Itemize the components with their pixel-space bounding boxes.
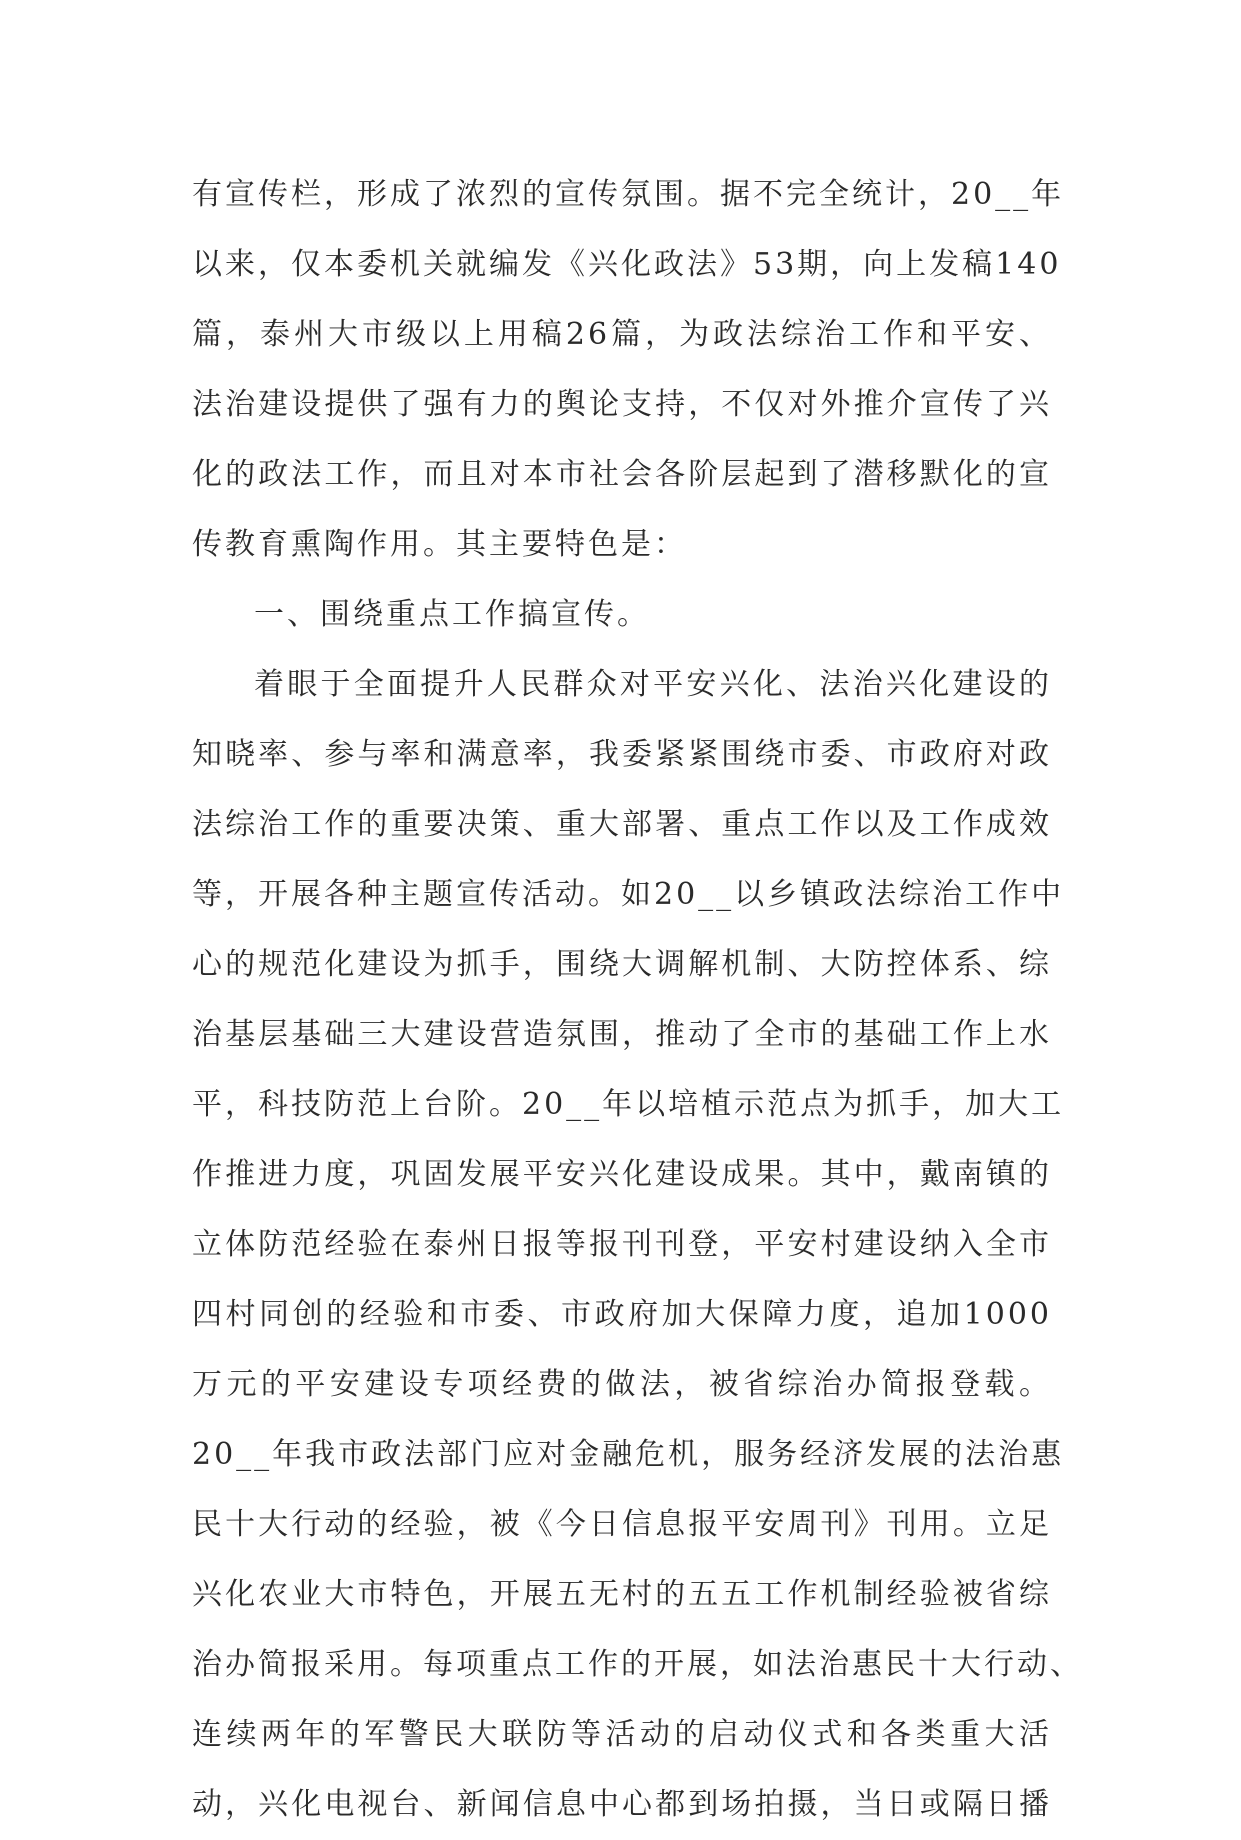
text-line: 民十大行动的经验，被《今日信息报平安周刊》刊用。立足 xyxy=(192,1507,1052,1542)
text-line: 等，开展各种主题宣传活动。如20__以乡镇政法综治工作中 xyxy=(192,877,1065,912)
text-line: 篇，泰州大市级以上用稿26篇，为政法综治工作和平安、 xyxy=(192,317,1052,352)
text-line: 传教育熏陶作用。其主要特色是： xyxy=(192,527,687,562)
text-line: 法治建设提供了强有力的舆论支持，不仅对外推介宣传了兴 xyxy=(192,387,1052,422)
text-line: 立体防范经验在泰州日报等报刊刊登，平安村建设纳入全市 xyxy=(192,1227,1052,1262)
text-line: 动，兴化电视台、新闻信息中心都到场拍摄，当日或隔日播 xyxy=(192,1787,1052,1822)
text-line: 治基层基础三大建设营造氛围，推动了全市的基础工作上水 xyxy=(192,1017,1052,1052)
text-line: 作推进力度，巩固发展平安兴化建设成果。其中，戴南镇的 xyxy=(192,1157,1052,1192)
paragraph-first-line: 着眼于全面提升人民群众对平安兴化、法治兴化建设的 xyxy=(254,667,1052,702)
text-line: 20__年我市政法部门应对金融危机，服务经济发展的法治惠 xyxy=(192,1437,1065,1472)
text-line: 治办简报采用。每项重点工作的开展，如法治惠民十大行动、 xyxy=(192,1647,1083,1682)
section-heading: 一、围绕重点工作搞宣传。 xyxy=(254,597,650,632)
text-line: 法综治工作的重要决策、重大部署、重点工作以及工作成效 xyxy=(192,807,1052,842)
text-line: 兴化农业大市特色，开展五无村的五五工作机制经验被省综 xyxy=(192,1577,1052,1612)
text-line: 有宣传栏，形成了浓烈的宣传氛围。据不完全统计，20__年 xyxy=(192,177,1065,212)
text-line: 四村同创的经验和市委、市政府加大保障力度，追加1000 xyxy=(192,1297,1052,1332)
text-line: 化的政法工作，而且对本市社会各阶层起到了潜移默化的宣 xyxy=(192,457,1052,492)
text-line: 心的规范化建设为抓手，围绕大调解机制、大防控体系、综 xyxy=(192,947,1052,982)
text-line: 平，科技防范上台阶。20__年以培植示范点为抓手，加大工 xyxy=(192,1087,1065,1122)
text-line: 万元的平安建设专项经费的做法，被省综治办简报登载。 xyxy=(192,1367,1052,1402)
text-line: 知晓率、参与率和满意率，我委紧紧围绕市委、市政府对政 xyxy=(192,737,1052,772)
body-text xyxy=(192,160,1083,1840)
text-line: 以来，仅本委机关就编发《兴化政法》53期，向上发稿140 xyxy=(192,247,1062,282)
text-line: 连续两年的军警民大联防等活动的启动仪式和各类重大活 xyxy=(192,1717,1052,1752)
